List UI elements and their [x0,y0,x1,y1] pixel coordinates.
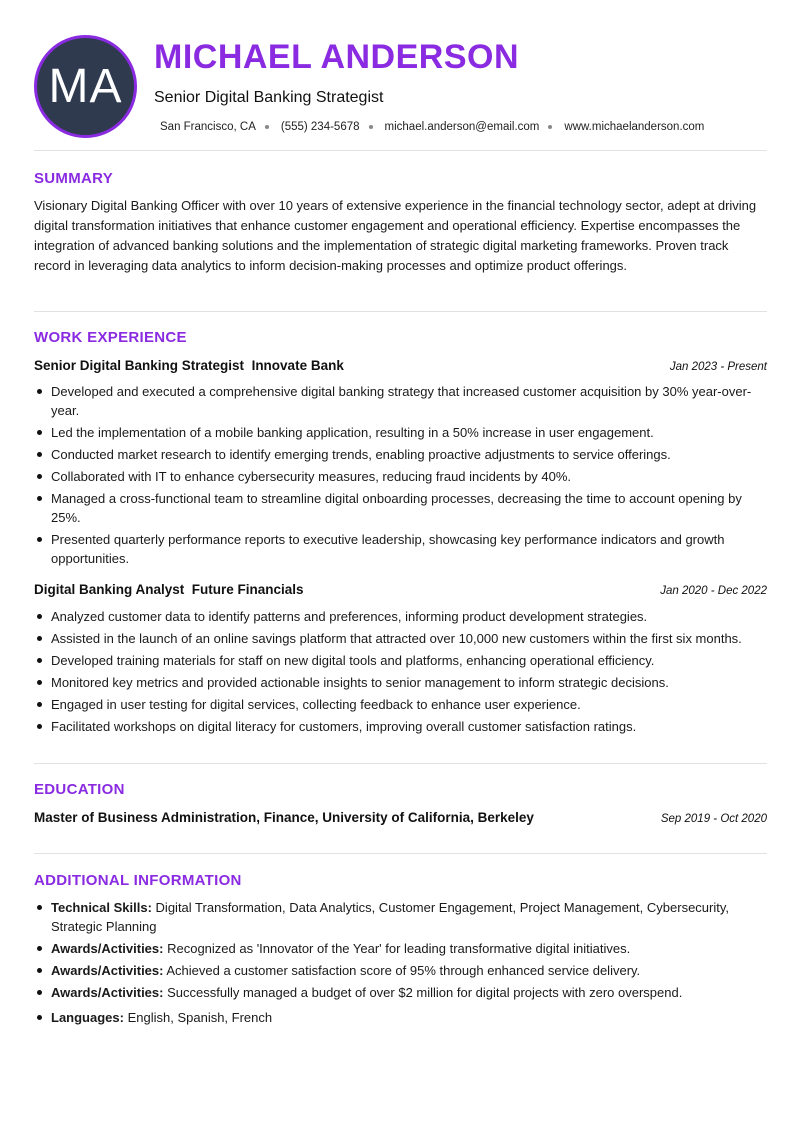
education-entry [34,810,767,825]
item-text: Achieved a customer satisfaction score of 95% through enhanced service delivery. [166,963,641,978]
item-text: Recognized as 'Innovator of the Year' for leading transformative digital initiatives. [167,941,631,956]
summary-heading: SUMMARY [34,170,114,187]
job-bullet-list [34,382,767,571]
list-item: Managed a cross-functional team to streamline digital onboarding processes, decreasing the time to account opening by 25%. [34,489,767,527]
list-item [34,983,767,1002]
contact-bar [160,121,704,133]
list-item: Engaged in user testing for digital services, collecting feedback to enhance user experience. [34,695,767,714]
divider [34,763,767,764]
job-role: Senior Digital Banking Strategist [34,358,245,373]
summary-text: Visionary Digital Banking Officer with over 10 years of extensive experience in the financial technology sector, adept at driving digital transformation initiatives that enhance customer engagement and operational efficiency. Expertise encompasses the integration of advanced banking solutions and the implementation of strategic digital marketing frameworks. Proven track record in leveraging data analytics to inform decision-making processes and optimize product offerings. [34,198,757,273]
job-bullet-list [34,607,767,739]
list-item: Presented quarterly performance reports to executive leadership, showcasing key performance indicators and growth opportunities. [34,530,767,568]
list-item: Facilitated workshops on digital literacy for customers, improving overall customer satisfaction ratings. [34,717,767,736]
job-company: Future Financials [191,582,304,597]
list-item: Developed training materials for staff on new digital tools and platforms, enhancing operational efficiency. [34,651,767,670]
list-item: Monitored key metrics and provided actionable insights to senior management to inform strategic decisions. [34,673,767,692]
divider [34,150,767,151]
list-item: Assisted in the launch of an online savings platform that attracted over 10,000 new customers within the first six months. [34,629,767,648]
contact-website[interactable]: www.michaelanderson.com [564,121,705,133]
job-dates: Jan 2023 - Present [669,361,767,373]
job-company: Innovate Bank [251,358,344,373]
job-dates: Jan 2020 - Dec 2022 [660,585,767,597]
job-header [34,358,767,373]
education-heading: EDUCATION [34,781,125,798]
list-item: Led the implementation of a mobile banking application, resulting in a 50% increase in user engagement. [34,423,767,442]
item-text: English, Spanish, French [127,1010,273,1025]
education-dates: Sep 2019 - Oct 2020 [660,813,767,825]
contact-location: San Francisco, CA [160,121,256,133]
item-text: Successfully managed a budget of over $2 million for digital projects with zero overspend. [167,985,683,1000]
separator-dot [548,125,552,129]
divider [34,311,767,312]
list-item [34,961,767,980]
job-role: Digital Banking Analyst [34,582,185,597]
list-item: Conducted market research to identify emerging trends, enabling proactive adjustments to service offerings. [34,445,767,464]
avatar-initials: MA [48,60,123,113]
additional-heading: ADDITIONAL INFORMATION [34,872,242,889]
item-label: Languages: [51,1010,124,1025]
item-label: Technical Skills: [51,900,152,915]
list-item: Developed and executed a comprehensive digital banking strategy that increased customer acquisition by 30% year-over-year. [34,382,767,420]
education-degree: Master of Business Administration, Finance, University of California, Berkeley [34,810,534,825]
separator-dot [369,125,373,129]
contact-email[interactable]: michael.anderson@email.com [384,121,540,133]
item-label: Awards/Activities: [51,963,164,978]
experience-heading: WORK EXPERIENCE [34,329,187,346]
list-item: Collaborated with IT to enhance cybersecurity measures, reducing fraud incidents by 40%. [34,467,767,486]
list-item: Analyzed customer data to identify patterns and preferences, informing product development strategies. [34,607,767,626]
job-header [34,582,767,597]
item-label: Awards/Activities: [51,941,164,956]
contact-phone: (555) 234-5678 [280,121,360,133]
candidate-title: Senior Digital Banking Strategist [154,89,384,106]
avatar [34,35,137,138]
item-label: Awards/Activities: [51,985,164,1000]
list-item [34,898,767,936]
divider [34,853,767,854]
item-text: Digital Transformation, Data Analytics, Customer Engagement, Project Management, Cybersecurity, Strategic Planning [51,900,730,934]
list-item [34,939,767,958]
candidate-name: MICHAEL ANDERSON [154,38,520,76]
separator-dot [265,125,269,129]
list-item [34,1008,767,1027]
additional-list [34,898,767,1030]
